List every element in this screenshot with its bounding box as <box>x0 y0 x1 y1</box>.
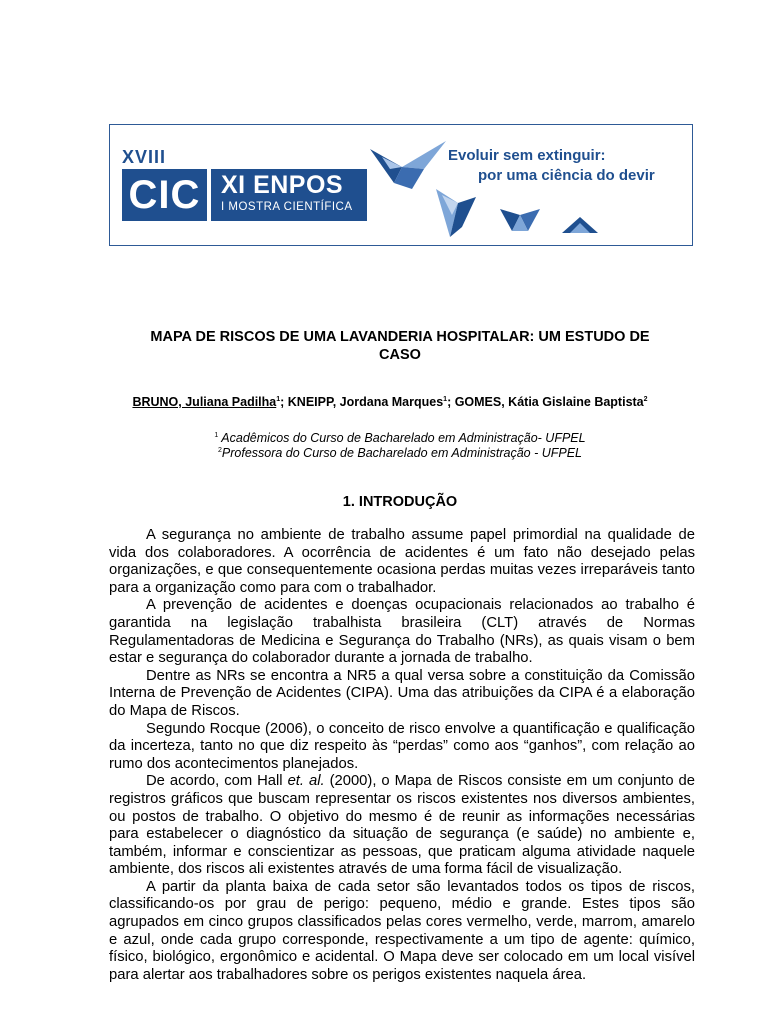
author-1: BRUNO, Juliana Padilha <box>132 395 277 409</box>
paragraph: A prevenção de acidentes e doenças ocupacionais relacionados ao trabalho é garantida na legislação trabalhista brasileira (CLT) através de Normas Regulamentadoras de Medicina e Segurança do Trabalho (NRs), as quais visam o bem estar e segurança do colaborador durante a jornada de trabalho. <box>109 597 695 667</box>
mostra-label: I MOSTRA CIENTÍFICA <box>221 201 353 213</box>
slogan-line-1: Evoluir sem extinguir: <box>448 147 606 164</box>
paragraph <box>109 773 695 879</box>
affiliation-2-sup: 2 <box>217 446 222 454</box>
origami-bird-falling-icon <box>432 185 478 241</box>
paragraph: Segundo Rocque (2006), o conceito de risco envolve a quantificação e qualificação da incerteza, tanto no que diz respeito às “perdas” como aos “ganhos”, com relação ao rumo dos acontecimentos planejados. <box>109 720 695 772</box>
author-3-sup: 2 <box>643 395 648 403</box>
cic-logo: CIC <box>122 169 207 221</box>
author-1-sup: 1 <box>276 395 281 403</box>
paper-title-line-2: CASO <box>379 347 421 363</box>
paragraph-part: (2000), o Mapa de Riscos consiste em um conjunto de registros gráficos que buscam representar os riscos existentes nos diversos ambientes, ou postos de trabalho. O objetivo do mesmo é de reunir as informações necessárias para estabelecer o diagnóstico da situação de segurança (e saúde) no ambiente e, também, informar e conscientizar as pessoas, que praticam alguma atividade naquele ambiente, dos riscos ali existentes através de uma forma fácil de visualização. <box>109 773 695 878</box>
enpos-logo <box>211 169 367 221</box>
edition-label: XVIII <box>122 147 167 167</box>
origami-bird-small-icon <box>500 205 540 235</box>
affiliation-1-text: Acadêmicos do Curso de Bacharelado em Administração- UFPEL <box>218 431 586 445</box>
author-2: ; KNEIPP, Jordana Marques <box>280 395 444 409</box>
slogan-line-2: por uma ciência do devir <box>478 167 655 184</box>
section-heading: 1. INTRODUÇÃO <box>342 494 458 510</box>
body-text <box>109 527 695 984</box>
author-3: ; GOMES, Kátia Gislaine Baptista <box>447 395 644 409</box>
author-list <box>100 395 680 409</box>
enpos-label: XI ENPOS <box>221 171 344 199</box>
paper-title-line-1: MAPA DE RISCOS DE UMA LAVANDERIA HOSPITALAR: UM ESTUDO DE <box>150 329 650 345</box>
origami-bird-large-icon <box>368 139 448 191</box>
affiliation-2-text: Professora do Curso de Bacharelado em Administração - UFPEL <box>221 446 583 460</box>
paragraph: A partir da planta baixa de cada setor são levantados todos os tipos de riscos, classificando-os por grau de perigo: pequeno, médio e grande. Estes tipos são agrupados em cinco grupos classificados pelas cores vermelho, verde, marrom, amarelo e azul, onde cada grupo corresponde, respectivamente a um tipo de agente: químico, físico, biológico, ergonômico e acidental. O Mapa deve ser colocado em um local visível para alertar aos trabalhadores sobre os perigos existentes naquela área. <box>109 878 695 983</box>
paragraph: A segurança no ambiente de trabalho assume papel primordial na qualidade de vida dos colaboradores. A ocorrência de acidentes é um fato não desejado pelas organizações, e que consequentemente ocasiona perdas muitas vezes irreparáveis tanto para a organização como para com o trabalhador. <box>109 527 695 596</box>
affiliation-1 <box>100 431 700 445</box>
citation-etal: et. al. <box>287 773 325 790</box>
conference-banner <box>109 124 693 246</box>
affiliation-1-sup: 1 <box>214 431 219 439</box>
paragraph: Dentre as NRs se encontra a NR5 a qual versa sobre a constituição da Comissão Interna de Prevenção de Acidentes (CIPA). Uma das atribuições da CIPA é a elaboração do Mapa de Riscos. <box>109 667 695 719</box>
author-2-sup: 1 <box>443 395 448 403</box>
origami-bird-tiny-icon <box>562 217 598 237</box>
affiliation-2 <box>100 446 700 460</box>
paragraph-part: De acordo, com Hall <box>146 773 288 790</box>
